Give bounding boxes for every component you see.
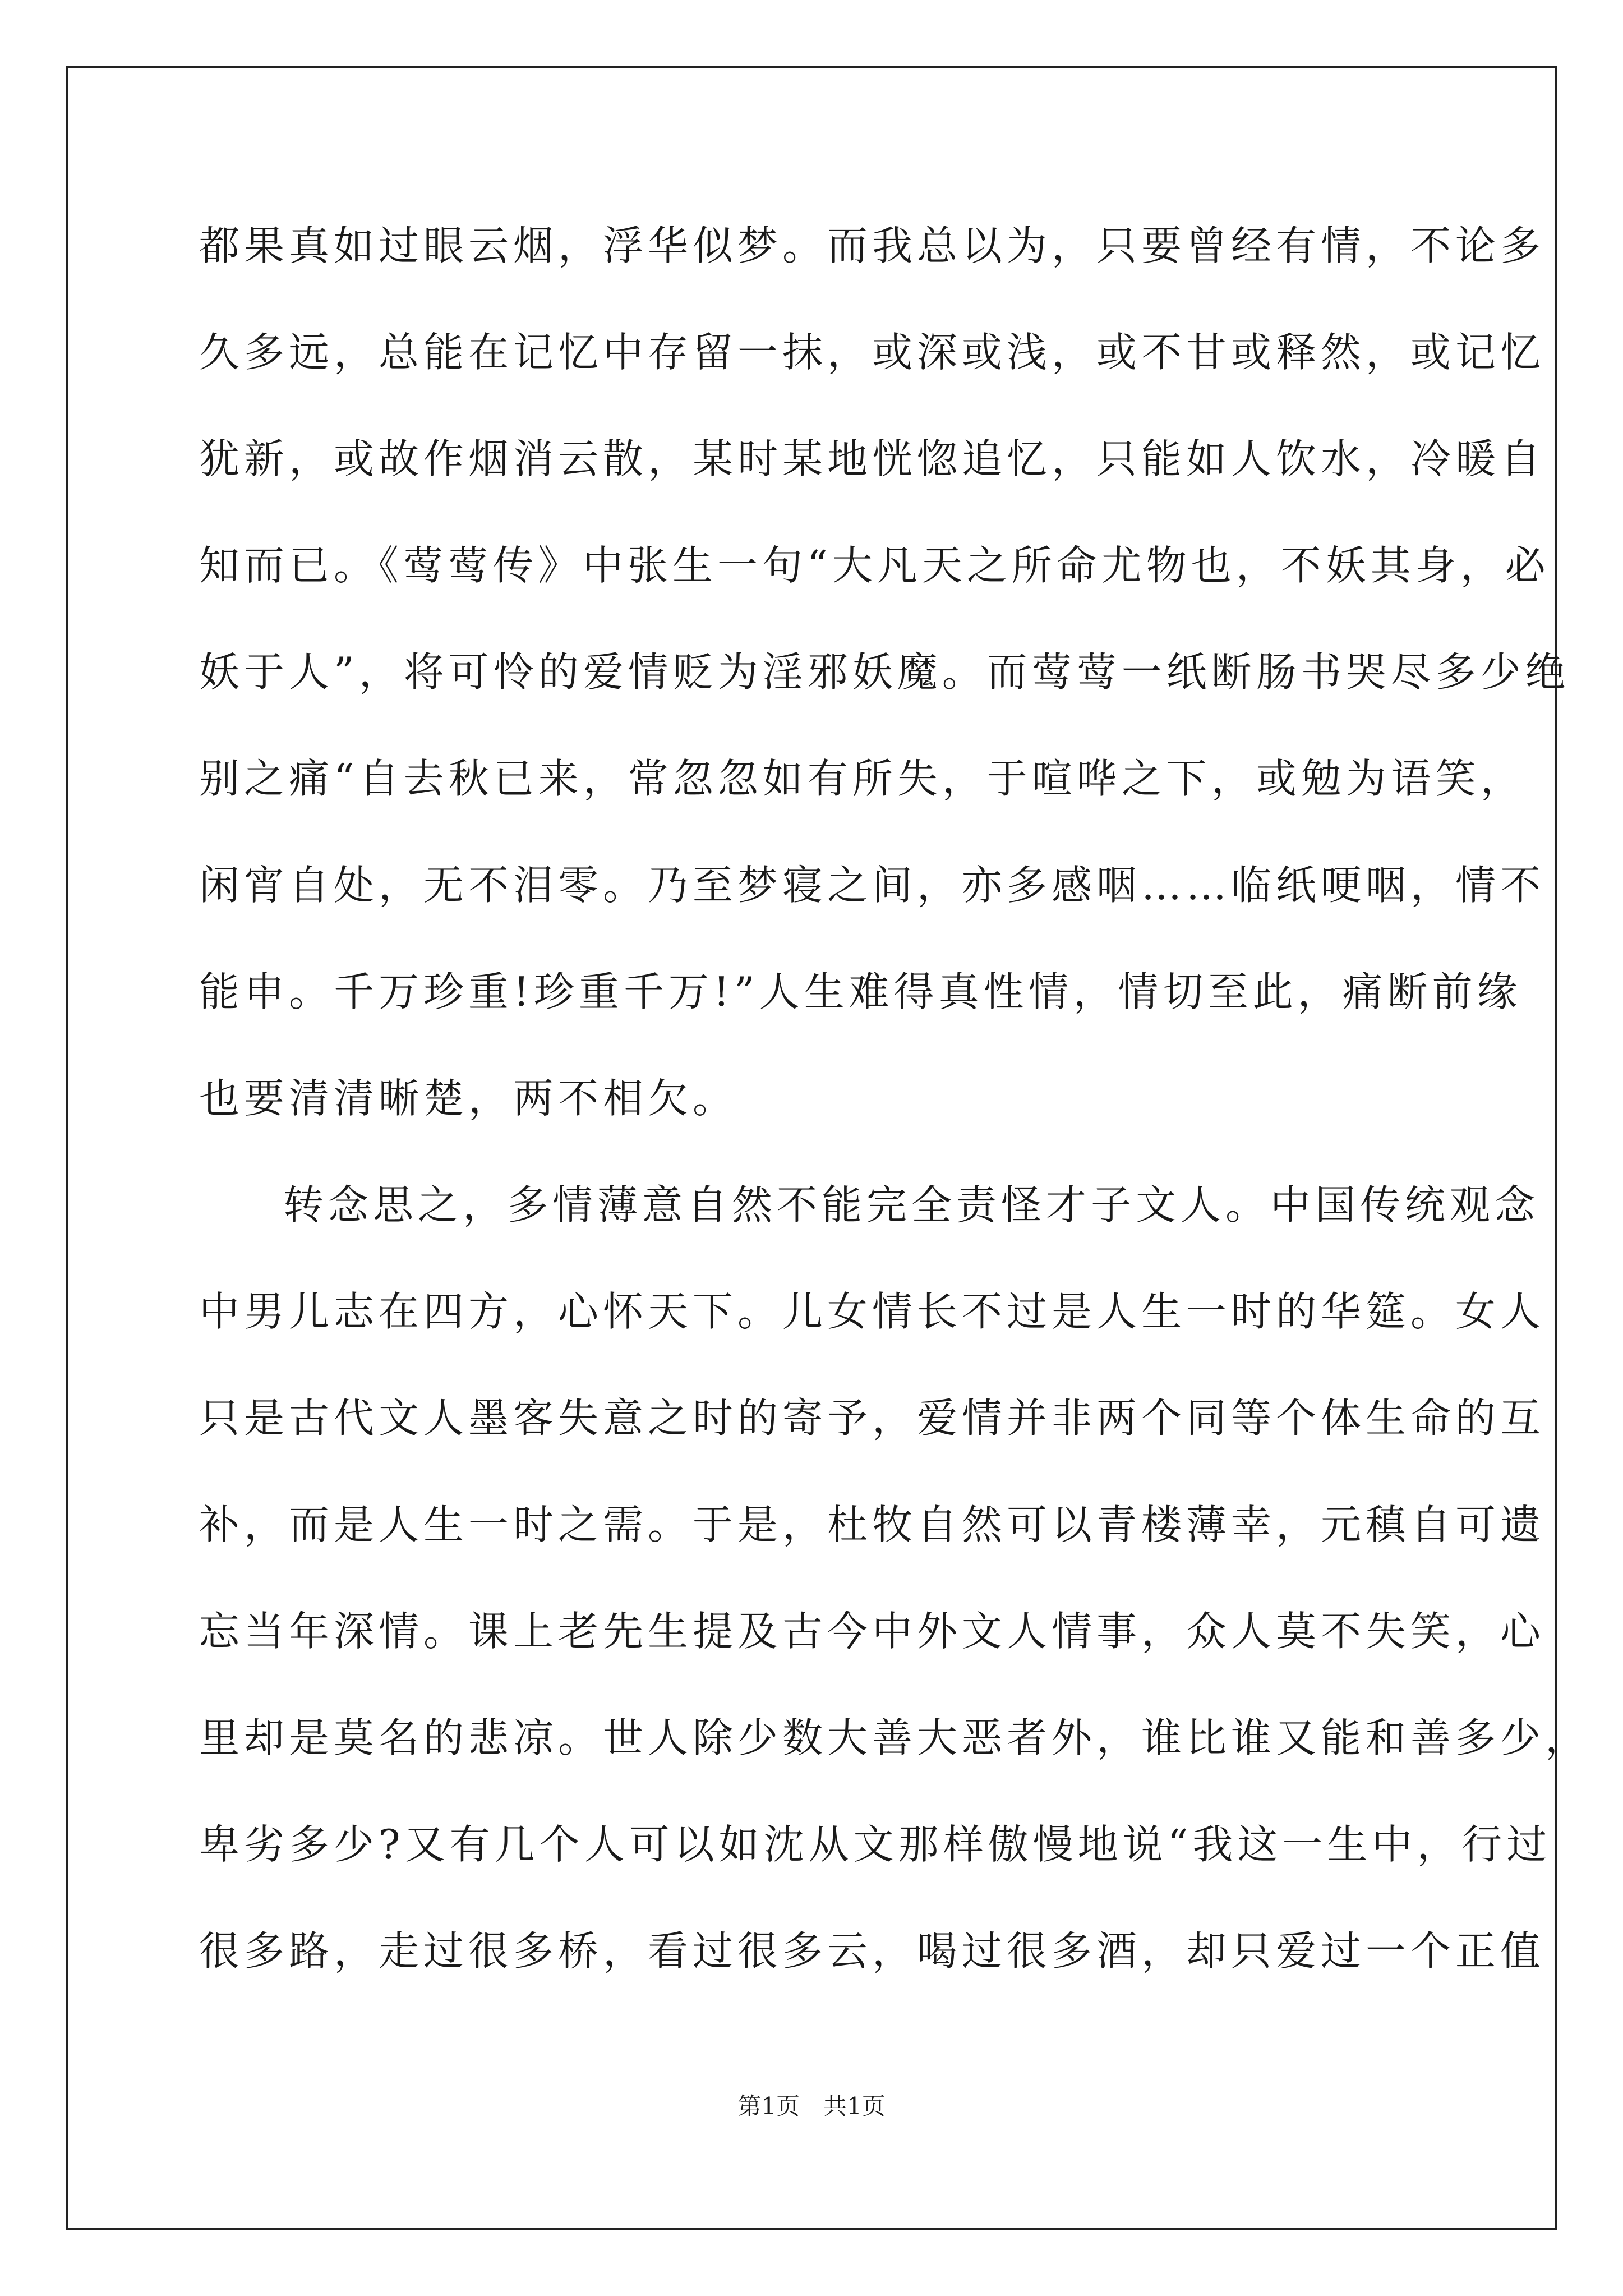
text-line-paragraph-start: 转念思之，多情薄意自然不能完全责怪才子文人。中国传统观念: [283, 1181, 1540, 1228]
document-body: [199, 218, 1590, 2030]
text-line: 只是古代文人墨客失意之时的寄予，爱情并非两个同等个体生命的互: [199, 1395, 1546, 1442]
text-line: 久多远，总能在记忆中存留一抹，或深或浅，或不甘或释然，或记忆: [199, 329, 1546, 376]
text-line: 忘当年深情。课上老先生提及古今中外文人情事，众人莫不失笑，心: [199, 1608, 1546, 1655]
text-line: 别之痛“自去秋已来，常忽忽如有所失，于喧哗之下，或勉为语笑，: [199, 755, 1525, 802]
text-line: 知而已。《莺莺传》中张生一句“大凡天之所命尤物也，不妖其身，必: [199, 542, 1550, 589]
text-line: 里却是莫名的悲凉。世人除少数大善大恶者外，谁比谁又能和善多少，: [199, 1714, 1590, 1761]
text-line: 补，而是人生一时之需。于是，杜牧自然可以青楼薄幸，元稹自可遗: [199, 1501, 1546, 1548]
text-line: 闲宵自处，无不泪零。乃至梦寝之间，亦多感咽……临纸哽咽，情不: [199, 862, 1546, 909]
page-number-footer: 第1页 共1页: [737, 2092, 886, 2120]
text-line: 卑劣多少?又有几个人可以如沈从文那样傲慢地说“我这一生中，行过: [199, 1821, 1552, 1868]
text-line: 犹新，或故作烟消云散，某时某地恍惚追忆，只能如人饮水，冷暖自: [199, 435, 1546, 482]
text-line: 能申。千万珍重!珍重千万!”人生难得真性情，情切至此，痛断前缘: [199, 968, 1522, 1015]
text-line: 妖于人”，将可怜的爱情贬为淫邪妖魔。而莺莺一纸断肠书哭尽多少绝: [199, 648, 1570, 696]
text-line: 也要清清晰楚，两不相欠。: [199, 1075, 738, 1122]
text-line: 都果真如过眼云烟，浮华似梦。而我总以为，只要曾经有情，不论多: [199, 222, 1546, 269]
text-line: 中男儿志在四方，心怀天下。儿女情长不过是人生一时的华筵。女人: [199, 1288, 1546, 1335]
text-line: 很多路，走过很多桥，看过很多云，喝过很多酒，却只爱过一个正值: [199, 1927, 1546, 1975]
